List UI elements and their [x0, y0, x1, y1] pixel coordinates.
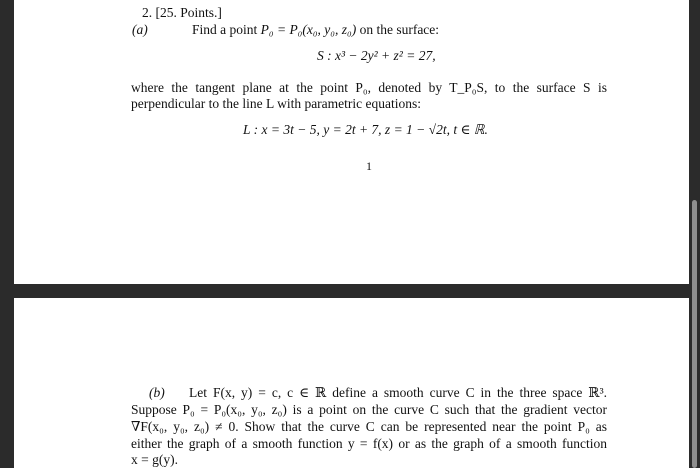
line-equation: L : x = 3t − 5, y = 2t + 7, z = 1 − √2t, t ∈ ℝ. — [243, 122, 488, 137]
problem-number: 2. [25. Points.] — [142, 5, 222, 20]
part-a-label: (a) — [132, 22, 148, 37]
description-line-2: perpendicular to the line L with parametric equations: — [131, 96, 422, 111]
description-line-1: where the tangent plane at the point P₀, denoted by T_P₀S, to the surface S is — [131, 80, 607, 95]
surface-equation: S : x³ − 2y² + z² = 27, — [317, 48, 436, 63]
page-number: 1 — [366, 159, 372, 173]
part-b-line-5: x = g(y). — [131, 452, 178, 467]
part-a-text: Find a point P₀ = P₀(x₀, y₀, z₀) on the surface: — [192, 22, 440, 37]
part-b-line-3: ∇F(x₀, y₀, z₀) ≠ 0. Show that the curve C can be represented near the point P₀ as — [131, 419, 607, 434]
document-page-1 — [14, 0, 689, 284]
document-page-2 — [14, 298, 689, 468]
scrollbar-thumb[interactable] — [692, 200, 697, 468]
part-b-line-2: Suppose P₀ = P₀(x₀, y₀, z₀) is a point on the curve C such that the gradient vector — [131, 402, 607, 417]
part-b-label: (b) — [149, 385, 165, 400]
part-b-line-1: Let F(x, y) = c, c ∈ ℝ define a smooth curve C in the three space ℝ³. — [189, 385, 607, 400]
part-b-line-4: either the graph of a smooth function y = f(x) or as the graph of a smooth function — [131, 436, 607, 451]
